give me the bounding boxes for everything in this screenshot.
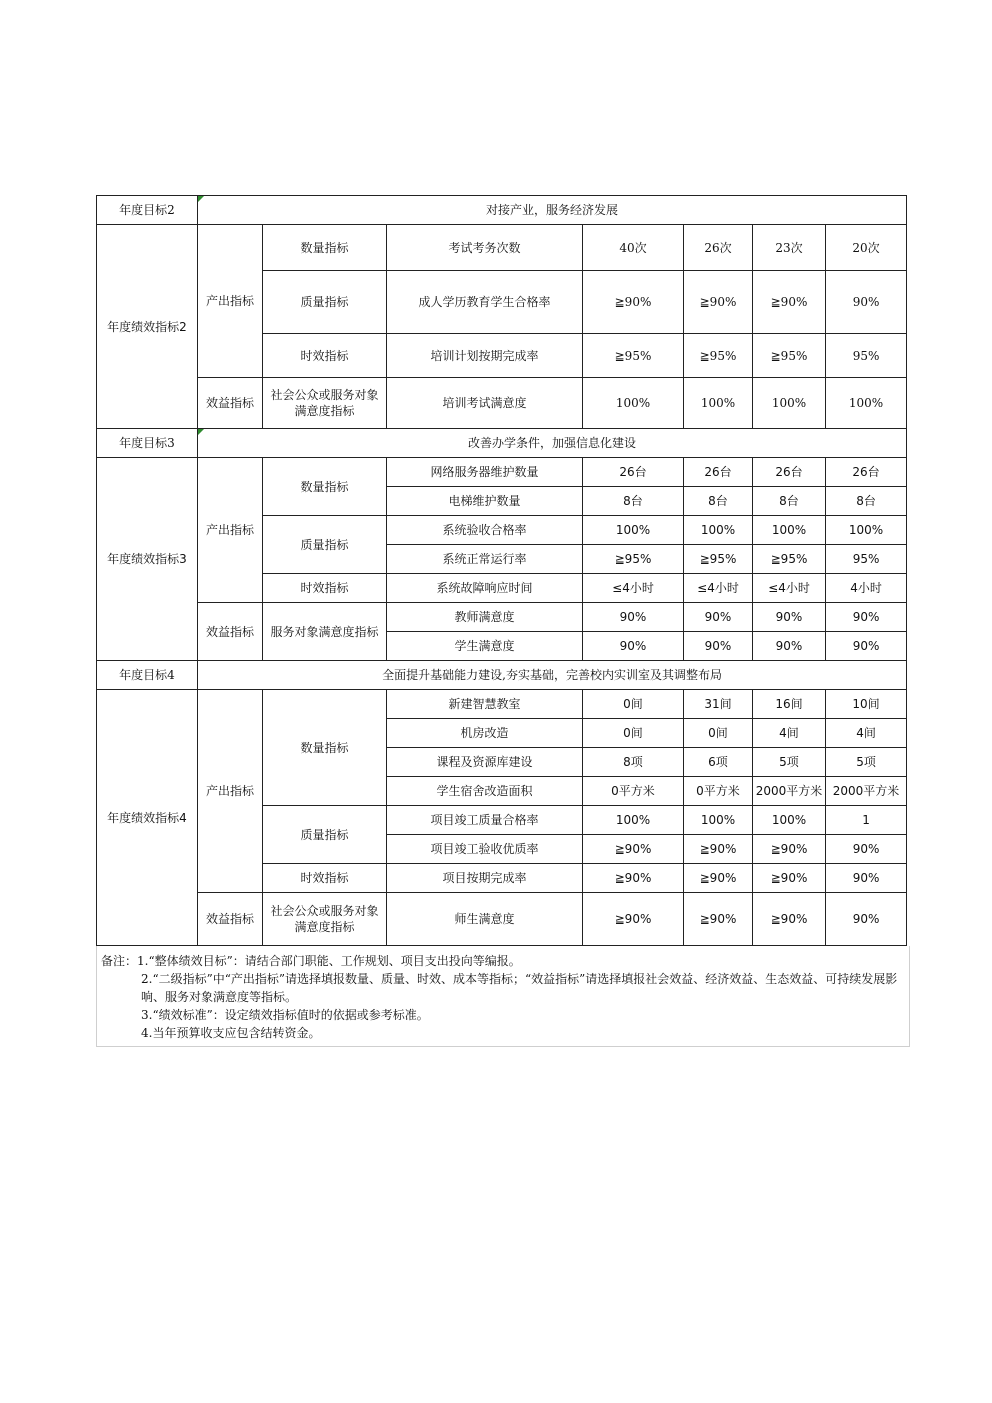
value-cell: 23次 bbox=[753, 225, 826, 271]
value-cell: 100% bbox=[753, 806, 826, 835]
value-cell: 8台 bbox=[753, 487, 826, 516]
goal-row bbox=[97, 429, 907, 458]
goal-text: 改善办学条件，加强信息化建设 bbox=[198, 429, 907, 458]
value-cell: 90% bbox=[583, 632, 684, 661]
level2-indicator: 数量指标 bbox=[263, 225, 387, 271]
value-cell: 8台 bbox=[826, 487, 907, 516]
value-cell: 40次 bbox=[583, 225, 684, 271]
level2-indicator: 时效指标 bbox=[263, 574, 387, 603]
indicator-name: 培训计划按期完成率 bbox=[387, 334, 583, 378]
value-cell: 100% bbox=[583, 378, 684, 429]
goal-label: 年度目标4 bbox=[97, 661, 198, 690]
table-row bbox=[97, 603, 907, 632]
indicator-name: 课程及资源库建设 bbox=[387, 748, 583, 777]
indicator-name: 新建智慧教室 bbox=[387, 690, 583, 719]
value-cell: 26台 bbox=[583, 458, 684, 487]
value-cell: 0平方米 bbox=[583, 777, 684, 806]
value-cell: ≧95% bbox=[753, 545, 826, 574]
table-row bbox=[97, 378, 907, 429]
level1-output: 产出指标 bbox=[198, 225, 263, 378]
value-cell: 4小时 bbox=[826, 574, 907, 603]
goal-row bbox=[97, 661, 907, 690]
value-cell: 100% bbox=[826, 516, 907, 545]
goal-text: 对接产业，服务经济发展 bbox=[198, 196, 907, 225]
level1-output: 产出指标 bbox=[198, 690, 263, 893]
value-cell: 90% bbox=[684, 603, 753, 632]
value-cell: ≧90% bbox=[684, 271, 753, 334]
table-row bbox=[97, 458, 907, 487]
value-cell: ≧90% bbox=[753, 271, 826, 334]
level1-benefit: 效益指标 bbox=[198, 378, 263, 429]
value-cell: 90% bbox=[684, 632, 753, 661]
value-cell: ≧90% bbox=[684, 864, 753, 893]
cell-comment-marker-icon bbox=[198, 429, 204, 435]
level1-output: 产出指标 bbox=[198, 458, 263, 603]
value-cell: 5项 bbox=[753, 748, 826, 777]
level2-indicator: 服务对象满意度指标 bbox=[263, 603, 387, 661]
remark-line: 备注：1.“整体绩效目标”：请结合部门职能、工作规划、项目支出投向等编报。 bbox=[101, 954, 521, 968]
indicator-label: 年度绩效指标3 bbox=[97, 458, 198, 661]
value-cell: 8台 bbox=[684, 487, 753, 516]
value-cell: 100% bbox=[753, 516, 826, 545]
value-cell: 0间 bbox=[684, 719, 753, 748]
value-cell: 95% bbox=[826, 545, 907, 574]
goal-label: 年度目标2 bbox=[97, 196, 198, 225]
value-cell: 16间 bbox=[753, 690, 826, 719]
indicator-name: 学生宿舍改造面积 bbox=[387, 777, 583, 806]
value-cell: 10间 bbox=[826, 690, 907, 719]
value-cell: 26次 bbox=[684, 225, 753, 271]
table-row bbox=[97, 690, 907, 719]
indicator-name: 电梯维护数量 bbox=[387, 487, 583, 516]
remark-line: 2.“二级指标”中“产出指标”请选择填报数量、质量、时效、成本等指标；“效益指标”请选择填报社会效益、经济效益、生态效益、可持续发展影响、服务对象满意度等指标。 bbox=[141, 972, 898, 1004]
value-cell: 90% bbox=[826, 271, 907, 334]
value-cell: 4间 bbox=[826, 719, 907, 748]
value-cell: ≧95% bbox=[583, 545, 684, 574]
level2-indicator: 社会公众或服务对象满意度指标 bbox=[263, 378, 387, 429]
value-cell: ≧90% bbox=[583, 864, 684, 893]
goal-label: 年度目标3 bbox=[97, 429, 198, 458]
level2-indicator: 质量指标 bbox=[263, 806, 387, 864]
performance-indicator-table bbox=[96, 195, 907, 946]
indicator-name: 网络服务器维护数量 bbox=[387, 458, 583, 487]
value-cell: ≧90% bbox=[583, 893, 684, 946]
value-cell: 100% bbox=[684, 516, 753, 545]
goal-row bbox=[97, 196, 907, 225]
value-cell: ≤4小时 bbox=[753, 574, 826, 603]
value-cell: 90% bbox=[753, 603, 826, 632]
indicator-name: 系统故障响应时间 bbox=[387, 574, 583, 603]
level2-indicator: 质量指标 bbox=[263, 516, 387, 574]
value-cell: 90% bbox=[826, 835, 907, 864]
value-cell: ≧95% bbox=[684, 545, 753, 574]
level1-benefit: 效益指标 bbox=[198, 893, 263, 946]
value-cell: 8项 bbox=[583, 748, 684, 777]
value-cell: 26台 bbox=[684, 458, 753, 487]
indicator-label: 年度绩效指标2 bbox=[97, 225, 198, 429]
value-cell: ≧90% bbox=[684, 893, 753, 946]
goal-text: 全面提升基础能力建设,夯实基础，完善校内实训室及其调整布局 bbox=[198, 661, 907, 690]
level2-indicator: 数量指标 bbox=[263, 458, 387, 516]
value-cell: ≧90% bbox=[753, 835, 826, 864]
value-cell: 90% bbox=[753, 632, 826, 661]
level2-indicator: 时效指标 bbox=[263, 334, 387, 378]
value-cell: 5项 bbox=[826, 748, 907, 777]
value-cell: 100% bbox=[753, 378, 826, 429]
value-cell: 20次 bbox=[826, 225, 907, 271]
indicator-name: 项目竣工质量合格率 bbox=[387, 806, 583, 835]
performance-table-sheet bbox=[96, 195, 906, 1047]
level1-benefit: 效益指标 bbox=[198, 603, 263, 661]
value-cell: ≧90% bbox=[684, 835, 753, 864]
indicator-name: 考试考务次数 bbox=[387, 225, 583, 271]
indicator-name: 培训考试满意度 bbox=[387, 378, 583, 429]
value-cell: 95% bbox=[826, 334, 907, 378]
value-cell: 100% bbox=[684, 378, 753, 429]
value-cell: ≧90% bbox=[583, 835, 684, 864]
value-cell: 90% bbox=[826, 603, 907, 632]
value-cell: ≧90% bbox=[753, 893, 826, 946]
remark-line: 3.“绩效标准”：设定绩效指标值时的依据或参考标准。 bbox=[141, 1008, 429, 1022]
indicator-label: 年度绩效指标4 bbox=[97, 690, 198, 946]
remarks-block bbox=[96, 946, 910, 1047]
value-cell: 26台 bbox=[753, 458, 826, 487]
value-cell: 4间 bbox=[753, 719, 826, 748]
value-cell: ≤4小时 bbox=[684, 574, 753, 603]
value-cell: 6项 bbox=[684, 748, 753, 777]
value-cell: 8台 bbox=[583, 487, 684, 516]
value-cell: 31间 bbox=[684, 690, 753, 719]
table-row bbox=[97, 225, 907, 271]
value-cell: ≧90% bbox=[753, 864, 826, 893]
value-cell: ≧90% bbox=[583, 271, 684, 334]
indicator-name: 系统正常运行率 bbox=[387, 545, 583, 574]
value-cell: ≧95% bbox=[753, 334, 826, 378]
value-cell: 2000平方米 bbox=[753, 777, 826, 806]
value-cell: 26台 bbox=[826, 458, 907, 487]
level2-indicator: 社会公众或服务对象满意度指标 bbox=[263, 893, 387, 946]
value-cell: 100% bbox=[684, 806, 753, 835]
indicator-name: 教师满意度 bbox=[387, 603, 583, 632]
indicator-name: 成人学历教育学生合格率 bbox=[387, 271, 583, 334]
indicator-name: 机房改造 bbox=[387, 719, 583, 748]
value-cell: 90% bbox=[583, 603, 684, 632]
value-cell: 90% bbox=[826, 864, 907, 893]
indicator-name: 师生满意度 bbox=[387, 893, 583, 946]
indicator-name: 系统验收合格率 bbox=[387, 516, 583, 545]
value-cell: ≧95% bbox=[684, 334, 753, 378]
value-cell: ≤4小时 bbox=[583, 574, 684, 603]
value-cell: 90% bbox=[826, 632, 907, 661]
value-cell: 100% bbox=[583, 516, 684, 545]
remark-line: 4.当年预算收支应包含结转资金。 bbox=[141, 1026, 321, 1040]
value-cell: ≧95% bbox=[583, 334, 684, 378]
level2-indicator: 时效指标 bbox=[263, 864, 387, 893]
value-cell: 2000平方米 bbox=[826, 777, 907, 806]
value-cell: 0平方米 bbox=[684, 777, 753, 806]
value-cell: 100% bbox=[826, 378, 907, 429]
indicator-name: 项目竣工验收优质率 bbox=[387, 835, 583, 864]
table-row bbox=[97, 893, 907, 946]
value-cell: 90% bbox=[826, 893, 907, 946]
indicator-name: 项目按期完成率 bbox=[387, 864, 583, 893]
value-cell: 0间 bbox=[583, 690, 684, 719]
value-cell: 0间 bbox=[583, 719, 684, 748]
indicator-name: 学生满意度 bbox=[387, 632, 583, 661]
level2-indicator: 质量指标 bbox=[263, 271, 387, 334]
value-cell: 1 bbox=[826, 806, 907, 835]
value-cell: 100% bbox=[583, 806, 684, 835]
level2-indicator: 数量指标 bbox=[263, 690, 387, 806]
cell-comment-marker-icon bbox=[198, 196, 204, 202]
